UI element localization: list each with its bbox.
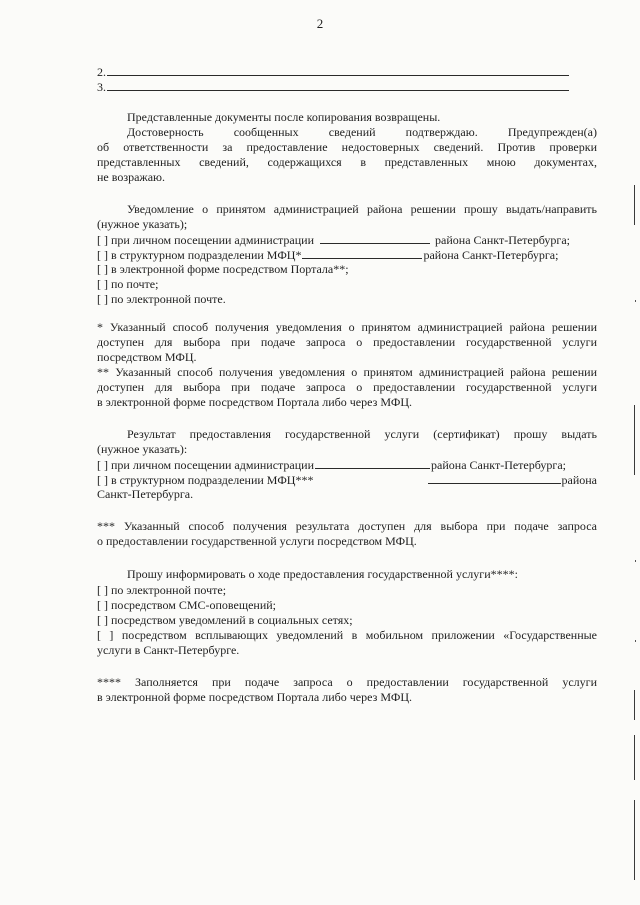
notice-option-admin[interactable] <box>97 232 597 247</box>
fill-in-line[interactable] <box>428 472 560 484</box>
footnote-4-line-2: в электронной форме посредством Портала либо через МФЦ. <box>97 690 412 704</box>
fill-in-line[interactable] <box>107 64 569 76</box>
notice-option-email[interactable]: [ ] по электронной почте. <box>97 292 226 306</box>
result-heading-1: Результат предоставления государственной услуги (сертификат) прошу выдать <box>127 427 597 441</box>
page-number: 2 <box>316 16 324 31</box>
footnote-2-line-2: доступен для выбора при подаче запроса о предоставлении государственной услуги <box>97 380 597 394</box>
inform-option-app-cont: услуги в Санкт-Петербурге. <box>97 643 240 657</box>
option-suffix: района Санкт-Петербурга; <box>431 458 566 472</box>
fill-in-line[interactable] <box>315 457 430 469</box>
returned-docs-text: Представленные документы после копирования возвращены. <box>127 110 441 124</box>
inform-option-app[interactable]: [ ] посредством всплывающих уведомлений в мобильном приложении «Государственные <box>97 628 597 642</box>
footnote-1-line-3: посредством МФЦ. <box>97 350 197 364</box>
line-number: 2. <box>97 65 106 79</box>
fill-in-line[interactable] <box>320 232 430 244</box>
option-label: [ ] при личном посещении администрации <box>97 233 315 247</box>
option-label: [ ] в структурном подразделении МФЦ* <box>97 248 302 262</box>
inform-option-email[interactable]: [ ] по электронной почте; <box>97 583 227 597</box>
option-suffix: района Санкт-Петербурга; <box>435 233 570 247</box>
notice-heading-1: Уведомление о принятом администрацией района решении прошу выдать/направить <box>127 202 597 216</box>
confirm-line-4: не возражаю. <box>97 170 165 184</box>
footnote-2-line-3: в электронной форме посредством Портала либо через МФЦ. <box>97 395 412 409</box>
scan-edge-mark <box>634 405 635 475</box>
notice-heading-2: (нужное указать); <box>97 217 188 231</box>
notice-option-portal[interactable]: [ ] в электронной форме посредством Портала**; <box>97 262 349 276</box>
numbered-line-2 <box>97 64 597 79</box>
notice-option-post[interactable]: [ ] по почте; <box>97 277 159 291</box>
scan-edge-mark <box>634 185 635 225</box>
option-suffix: района <box>561 473 597 487</box>
result-option-admin[interactable] <box>97 457 597 472</box>
line-number: 3. <box>97 80 106 94</box>
result-heading-2: (нужное указать): <box>97 442 188 456</box>
confirm-line-3: представленных сведений, содержащихся в представленных мною документах, <box>97 155 597 169</box>
fill-in-line[interactable] <box>107 79 569 91</box>
footnote-2-line-1: ** Указанный способ получения уведомления о принятом администрацией района решении <box>97 365 597 379</box>
scan-speck <box>635 560 636 562</box>
numbered-line-3 <box>97 79 597 94</box>
scan-edge-mark <box>634 800 635 880</box>
inform-option-sms[interactable]: [ ] посредством СМС-оповещений; <box>97 598 277 612</box>
footnote-1-line-1: * Указанный способ получения уведомления о принятом администрацией района решении <box>97 320 597 334</box>
scan-speck <box>635 640 636 642</box>
scan-edge-mark <box>634 735 635 780</box>
inform-heading: Прошу информировать о ходе предоставления государственной услуги****: <box>127 567 518 581</box>
footnote-3-line-2: о предоставлении государственной услуги посредством МФЦ. <box>97 534 417 548</box>
result-option-mfc-cont: Санкт-Петербурга. <box>97 487 194 501</box>
scan-edge-mark <box>634 690 635 720</box>
inform-option-social[interactable]: [ ] посредством уведомлений в социальных сетях; <box>97 613 353 627</box>
scan-speck <box>635 300 636 302</box>
confirm-line-2: об ответственности за предоставление недостоверных сведений. Против проверки <box>97 140 597 154</box>
result-option-mfc[interactable] <box>97 472 597 487</box>
confirm-line-1: Достоверность сообщенных сведений подтверждаю. Предупрежден(а) <box>127 125 597 139</box>
option-label: [ ] в структурном подразделении МФЦ*** <box>97 473 314 487</box>
fill-in-line[interactable] <box>302 247 422 259</box>
option-suffix: района Санкт-Петербурга; <box>423 248 559 262</box>
footnote-1-line-2: доступен для выбора при подаче запроса о предоставлении государственной услуги <box>97 335 597 349</box>
notice-option-mfc[interactable] <box>97 247 597 262</box>
option-label: [ ] при личном посещении администрации <box>97 458 315 472</box>
footnote-4-line-1: **** Заполняется при подаче запроса о предоставлении государственной услуги <box>97 675 597 689</box>
footnote-3-line-1: *** Указанный способ получения результата доступен для выбора при подаче запроса <box>97 519 597 533</box>
